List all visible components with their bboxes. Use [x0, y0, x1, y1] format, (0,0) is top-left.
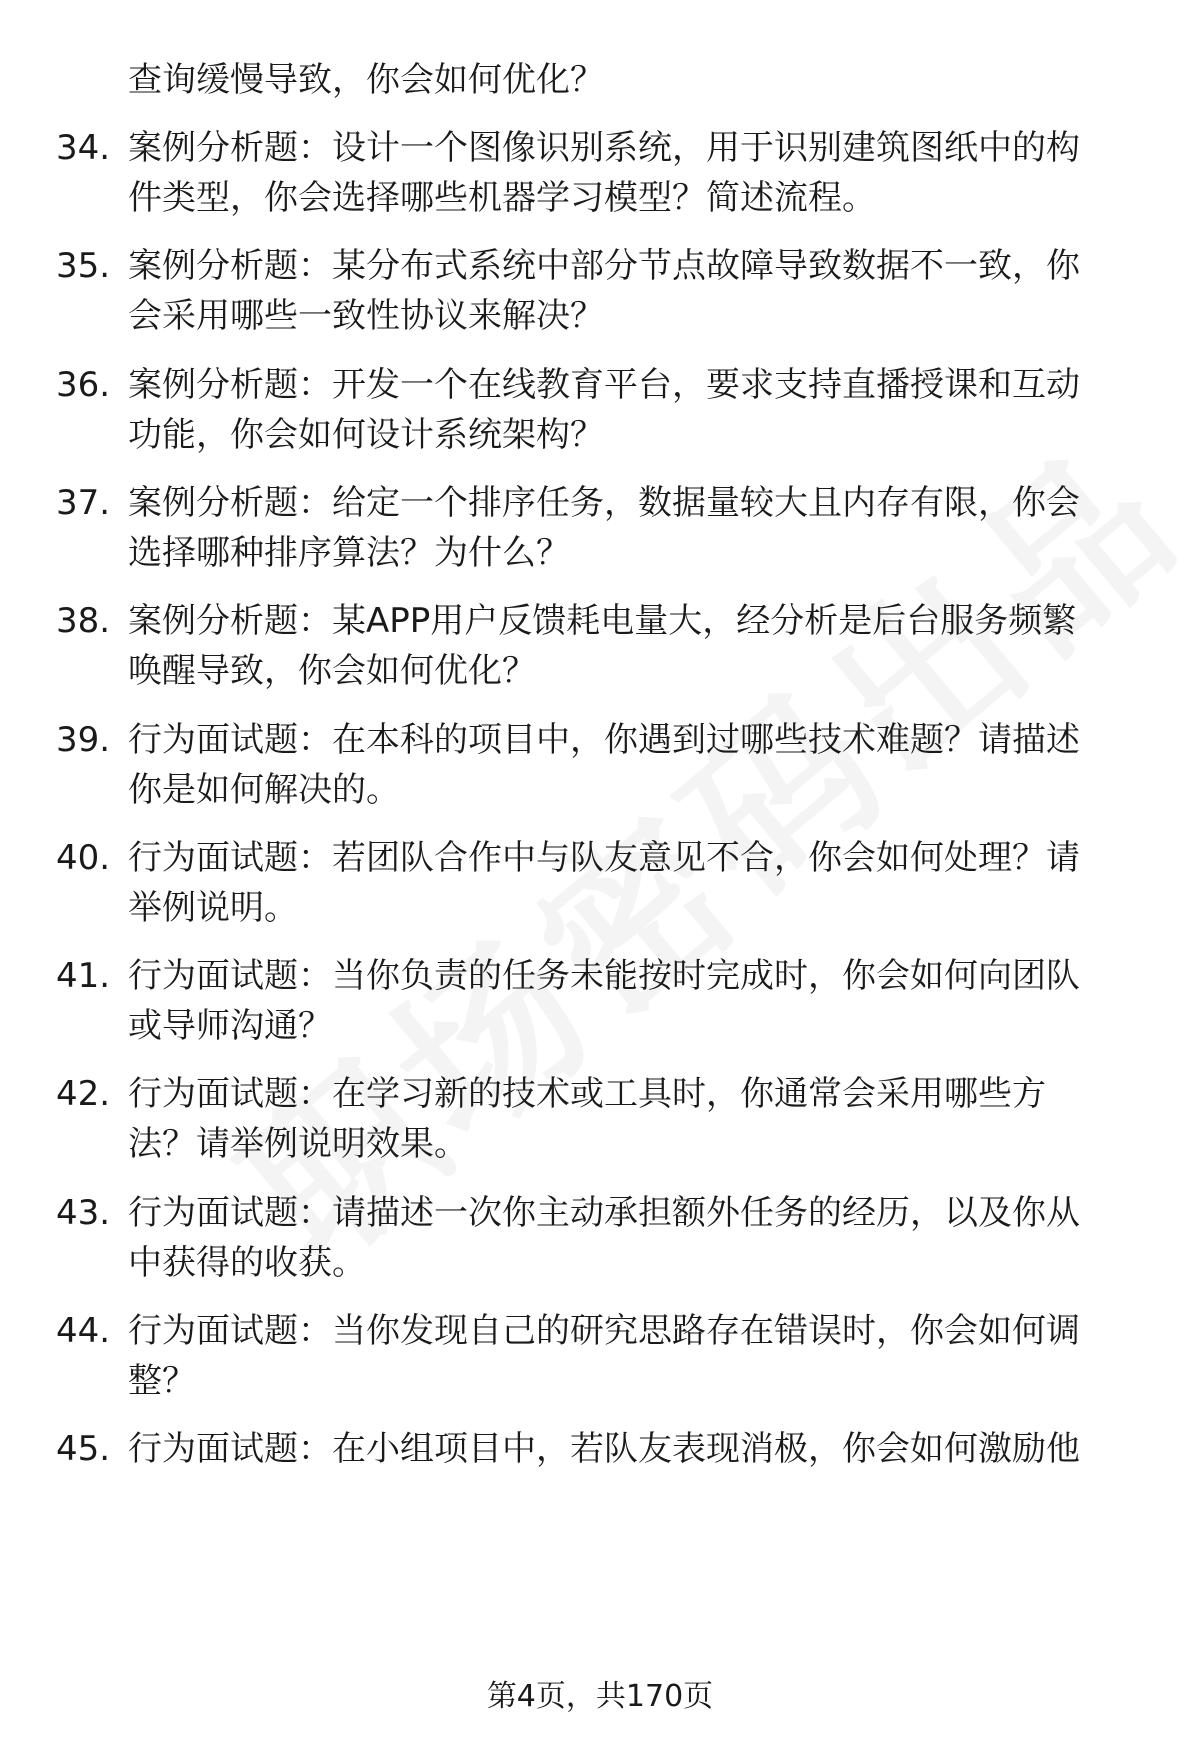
question-text-line-1: 行为面试题：当你负责的任务未能按时完成时，你会如何向团队 — [128, 956, 1080, 997]
page-number-footer: 第4页，共170页 — [486, 1679, 714, 1714]
question-text-line-2: 中获得的收获。 — [128, 1242, 366, 1283]
question-text-line-1: 行为面试题：若团队合作中与队友意见不合，你会如何处理？请 — [128, 837, 1080, 878]
question-text-line-2: 你是如何解决的。 — [128, 769, 400, 810]
question-text-line-1: 案例分析题：开发一个在线教育平台，要求支持直播授课和互动 — [128, 364, 1080, 405]
question-number: 35. — [56, 246, 111, 287]
question-number: 36. — [56, 364, 111, 405]
question-text-line-2: 件类型，你会选择哪些机器学习模型？简述流程。 — [128, 178, 876, 218]
question-number: 43. — [56, 1192, 111, 1233]
question-text-line-2: 选择哪种排序算法？为什么？ — [128, 532, 570, 573]
question-text-line-1: 行为面试题：请描述一次你主动承担额外任务的经历，以及你从 — [128, 1192, 1080, 1233]
question-text-line-2: 或导师沟通？ — [128, 1006, 332, 1047]
question-number: 39. — [56, 719, 111, 760]
question-item — [0, 597, 1200, 707]
continued-question-line: 查询缓慢导致，你会如何优化？ — [128, 60, 604, 100]
question-number: 41. — [56, 956, 111, 997]
question-text-line-1: 案例分析题：某APP用户反馈耗电量大，经分析是后台服务频繁 — [128, 601, 1077, 642]
question-text-line-2: 法？请举例说明效果。 — [128, 1124, 468, 1165]
question-text-line-1: 案例分析题：给定一个排序任务，数据量较大且内存有限，你会 — [128, 482, 1080, 523]
question-number: 37. — [56, 482, 111, 523]
question-number: 42. — [56, 1074, 111, 1115]
question-item — [0, 1070, 1200, 1180]
question-item — [0, 952, 1200, 1062]
question-number: 45. — [56, 1429, 111, 1470]
question-item — [0, 361, 1200, 471]
question-item — [0, 716, 1200, 826]
question-text-line-2: 举例说明。 — [128, 887, 298, 928]
question-text-line-2: 功能，你会如何设计系统架构？ — [128, 414, 604, 455]
question-item — [0, 834, 1200, 944]
question-item — [0, 242, 1200, 352]
question-number: 40. — [56, 837, 111, 878]
question-item — [0, 124, 1200, 234]
question-number: 34. — [56, 128, 111, 168]
question-text-line-1: 行为面试题：在小组项目中，若队友表现消极，你会如何激励他 — [128, 1429, 1080, 1470]
question-number: 38. — [56, 601, 111, 642]
question-text-line-2: 会采用哪些一致性协议来解决？ — [128, 296, 604, 337]
question-number: 44. — [56, 1311, 111, 1351]
question-item — [0, 1307, 1200, 1417]
question-text-line-1: 行为面试题：在本科的项目中，你遇到过哪些技术难题？请描述 — [128, 719, 1080, 760]
question-text-line-2: 整？ — [128, 1361, 196, 1401]
question-item — [0, 479, 1200, 589]
question-text-line-1: 案例分析题：设计一个图像识别系统，用于识别建筑图纸中的构 — [128, 128, 1080, 168]
question-item — [0, 1189, 1200, 1299]
question-text-line-1: 行为面试题：在学习新的技术或工具时，你通常会采用哪些方 — [128, 1074, 1046, 1115]
question-text-line-2: 唤醒导致，你会如何优化？ — [128, 651, 536, 692]
question-text-line-1: 行为面试题：当你发现自己的研究思路存在错误时，你会如何调 — [128, 1311, 1080, 1351]
question-item — [0, 1425, 1200, 1535]
question-text-line-1: 案例分析题：某分布式系统中部分节点故障导致数据不一致，你 — [128, 246, 1080, 287]
